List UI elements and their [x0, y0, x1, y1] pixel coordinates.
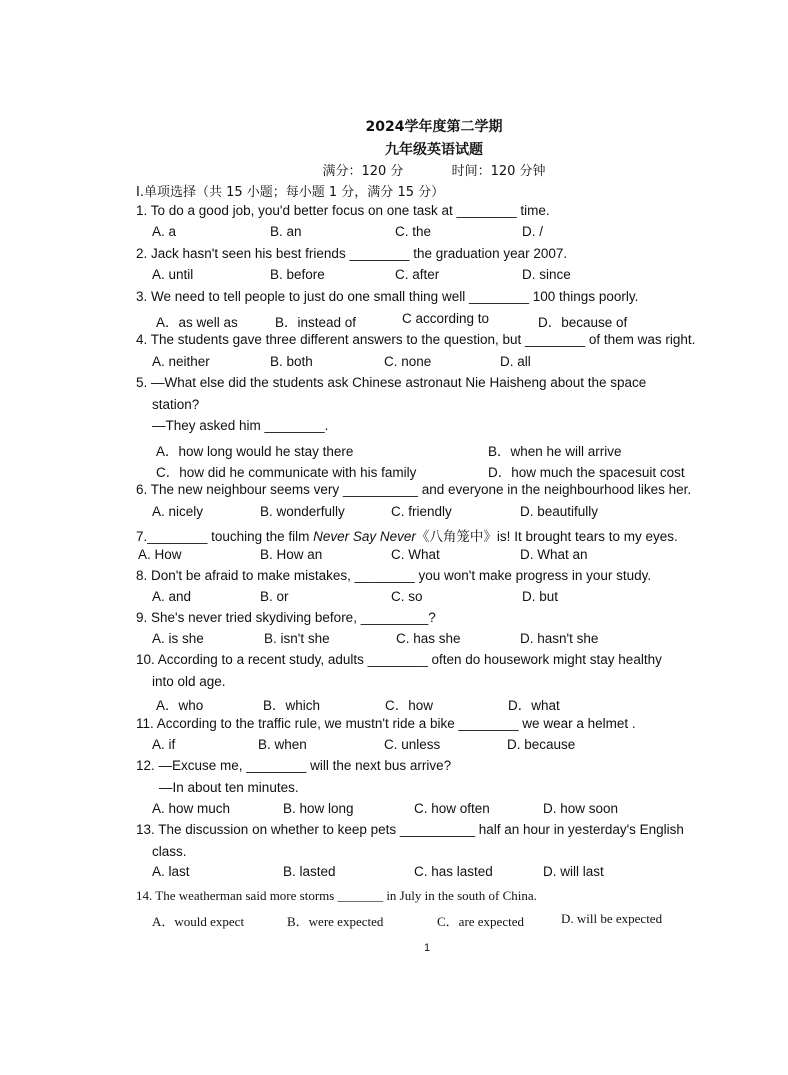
- q5-option-d: D．how much the spacesuit cost: [488, 465, 685, 480]
- q13-stem-continued: class.: [152, 844, 187, 859]
- q3-option-d: D．because of: [538, 315, 628, 330]
- q8-option-b: B. or: [260, 589, 289, 604]
- q7-stem-start: 7.________ touching the film: [136, 529, 314, 544]
- q11-option-a: A. if: [152, 737, 176, 752]
- q14-option-c: C．are expected: [437, 914, 524, 929]
- question-8: 8. Don't be afraid to make mistakes, ________ you won't make progress in your study.: [136, 568, 652, 583]
- q2-option-c: C. after: [395, 267, 440, 282]
- q2-option-b: B. before: [270, 267, 325, 282]
- q3-option-a: A．as well as: [156, 315, 238, 330]
- q7-option-a: A. How: [138, 547, 182, 562]
- exam-subtitle: 九年级英语试题: [385, 142, 483, 158]
- q2-option-a: A. until: [152, 267, 194, 282]
- q3-option-c: C according to: [402, 311, 490, 326]
- q14-option-a: A．would expect: [152, 914, 245, 929]
- q1-option-a: A. a: [152, 224, 177, 239]
- q1-option-d: D. /: [522, 224, 544, 239]
- q5-reply: —They asked him ________.: [152, 418, 329, 433]
- q9-option-c: C. has she: [396, 631, 461, 646]
- q11-option-c: C. unless: [384, 737, 441, 752]
- q5-stem-continued: station?: [152, 397, 200, 412]
- question-4: 4. The students gave three different answers to the question, but ________ of them was right.: [136, 332, 696, 347]
- q12-option-c: C. how often: [414, 801, 490, 816]
- total-score: 满分：120 分: [322, 164, 404, 179]
- q1-option-c: C. the: [395, 224, 432, 239]
- q12-reply: —In about ten minutes.: [159, 780, 299, 795]
- question-7: [136, 525, 678, 545]
- question-2: 2. Jack hasn't seen his best friends ________ the graduation year 2007.: [136, 246, 568, 261]
- q13-option-d: D. will last: [543, 864, 604, 879]
- q10-option-d: D．what: [508, 698, 560, 713]
- q11-option-b: B. when: [258, 737, 307, 752]
- q7-option-c: C. What: [391, 547, 440, 562]
- q14-option-d: D. will be expected: [561, 911, 663, 926]
- q6-option-b: B. wonderfully: [260, 504, 345, 519]
- q5-option-a: A．how long would he stay there: [156, 444, 354, 459]
- q9-option-d: D. hasn't she: [520, 631, 599, 646]
- q3-option-b: B．instead of: [275, 315, 357, 330]
- exam-title: 2024学年度第二学期: [365, 119, 503, 135]
- q5-option-c: C．how did he communicate with his family: [156, 465, 417, 480]
- q7-option-b: B. How an: [260, 547, 323, 562]
- q6-option-a: A. nicely: [152, 504, 204, 519]
- q6-option-d: D. beautifully: [520, 504, 599, 519]
- q9-option-b: B. isn't she: [264, 631, 330, 646]
- q7-option-d: D. What an: [520, 547, 588, 562]
- q8-option-d: D. but: [522, 589, 559, 604]
- q10-option-c: C．how: [385, 698, 434, 713]
- q4-option-d: D. all: [500, 354, 531, 369]
- q4-option-c: C. none: [384, 354, 432, 369]
- question-11: 11. According to the traffic rule, we mustn't ride a bike ________ we wear a helmet .: [136, 716, 636, 731]
- exam-meta: [40, 160, 788, 179]
- q12-option-a: A. how much: [152, 801, 231, 816]
- q10-option-b: B．which: [263, 698, 321, 713]
- q5-option-b: B．when he will arrive: [488, 444, 622, 459]
- question-5: 5. —What else did the students ask Chinese astronaut Nie Haisheng about the space: [136, 375, 647, 390]
- q10-stem-continued: into old age.: [152, 674, 226, 689]
- q8-option-c: C. so: [391, 589, 423, 604]
- q8-option-a: A. and: [152, 589, 192, 604]
- q9-option-a: A. is she: [152, 631, 204, 646]
- q7-film-title: Never Say Never: [313, 529, 416, 544]
- question-9: 9. She's never tried skydiving before, _________?: [136, 610, 436, 625]
- q4-option-a: A. neither: [152, 354, 210, 369]
- q14-option-b: B．were expected: [287, 914, 384, 929]
- q7-stem-end: 《八角笼中》is! It brought tears to my eyes.: [415, 529, 678, 544]
- question-3: 3. We need to tell people to just do one small thing well ________ 100 things poorly.: [136, 289, 639, 304]
- question-14: 14. The weatherman said more storms _______ in July in the south of China.: [136, 888, 537, 903]
- q13-option-c: C. has lasted: [414, 864, 493, 879]
- q1-option-b: B. an: [270, 224, 302, 239]
- exam-time: 时间：120 分钟: [451, 164, 546, 179]
- q6-option-c: C. friendly: [391, 504, 452, 519]
- question-12: 12. —Excuse me, ________ will the next bus arrive?: [136, 758, 452, 773]
- q11-option-d: D. because: [507, 737, 576, 752]
- question-6: 6. The new neighbour seems very __________ and everyone in the neighbourhood likes her.: [136, 482, 692, 497]
- q13-option-a: A. last: [152, 864, 190, 879]
- q2-option-d: D. since: [522, 267, 571, 282]
- q10-option-a: A．who: [156, 698, 204, 713]
- question-1: 1. To do a good job, you'd better focus on one task at ________ time.: [136, 203, 550, 218]
- q12-option-b: B. how long: [283, 801, 354, 816]
- q12-option-d: D. how soon: [543, 801, 619, 816]
- question-10: 10. According to a recent study, adults ________ often do housework might stay healthy: [136, 652, 662, 667]
- q4-option-b: B. both: [270, 354, 313, 369]
- page-number: 1: [424, 942, 431, 954]
- section-title: I.单项选择（共 15 小题；每小题 1 分，满分 15 分）: [136, 185, 445, 200]
- question-13: 13. The discussion on whether to keep pets __________ half an hour in yesterday's English: [136, 822, 684, 837]
- q13-option-b: B. lasted: [283, 864, 336, 879]
